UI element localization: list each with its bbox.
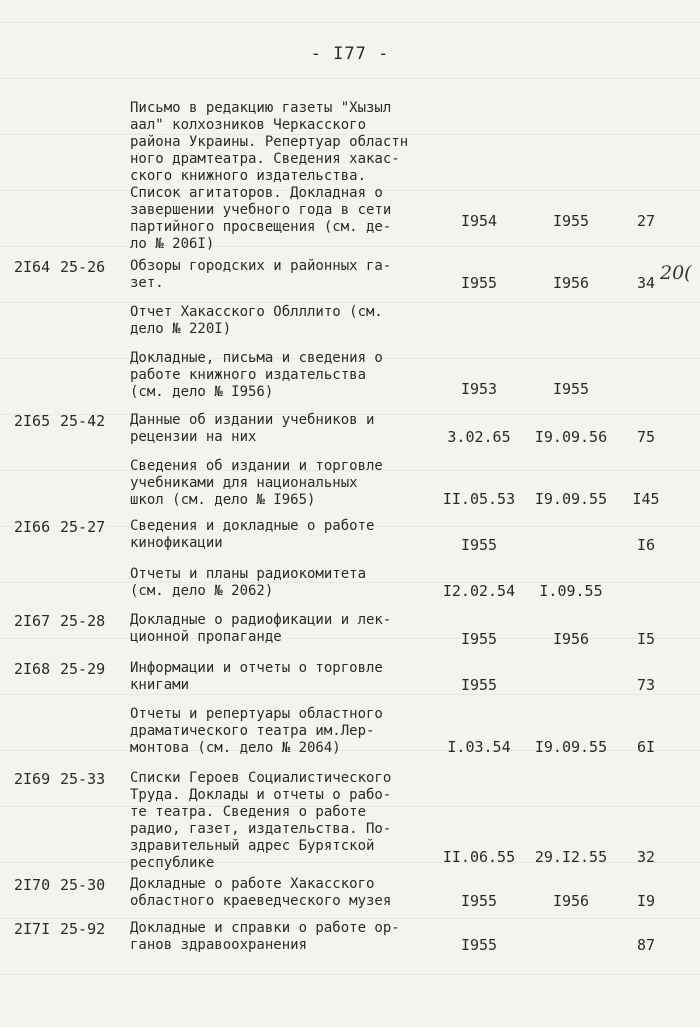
item-description: Докладные о работе Хакасского областного краеведческого музея: [130, 876, 392, 909]
sheet-count: 73: [636, 676, 656, 694]
start-date: 3.02.65: [447, 428, 511, 446]
item-code: 25-30: [60, 876, 106, 894]
item-number: 2I70: [14, 876, 51, 894]
start-date: I955: [460, 274, 498, 292]
sheet-count: 34: [636, 274, 656, 292]
start-date: I.03.54: [447, 738, 511, 756]
item-code: 25-92: [60, 920, 106, 938]
item-description: Сведения об издании и торговле учебниками для национальных школ (см. дело № I965): [130, 458, 383, 508]
item-description: Данные об издании учебников и рецензии на них: [130, 412, 375, 445]
end-date: I9.09.55: [534, 490, 608, 508]
item-code: 25-28: [60, 612, 106, 630]
sheet-count: 27: [636, 212, 656, 230]
handwritten-note: 20(: [660, 262, 692, 284]
item-description: Отчет Хакасского Облллито (см. дело № 220I): [130, 304, 383, 337]
item-code: 25-27: [60, 518, 106, 536]
end-date: I.09.55: [539, 582, 603, 600]
start-date: I955: [460, 936, 498, 954]
sheet-count: 6I: [636, 738, 656, 756]
page-number: - I77 -: [310, 44, 390, 64]
item-code: 25-33: [60, 770, 106, 788]
sheet-count: I6: [636, 536, 656, 554]
item-number: 2I66: [14, 518, 51, 536]
start-date: II.05.53: [442, 490, 516, 508]
sheet-count: I45: [632, 490, 660, 508]
item-description: Списки Героев Социалистического Труда. Доклады и отчеты о рабо- те театра. Сведения о работе радио, газет, издательства. По- здравительный адрес Бурятской республике: [130, 770, 392, 871]
start-date: I955: [460, 676, 498, 694]
start-date: I955: [460, 536, 498, 554]
start-date: I954: [460, 212, 498, 230]
sheet-count: 32: [636, 848, 656, 866]
end-date: I956: [552, 274, 590, 292]
end-date: I9.09.56: [534, 428, 608, 446]
sheet-count: I9: [636, 892, 656, 910]
item-description: Отчеты и планы радиокомитета (см. дело № 2062): [130, 566, 367, 599]
start-date: I2.02.54: [442, 582, 516, 600]
item-description: Письмо в редакцию газеты "Хызыл аал" колхозников Черкасского района Украины. Репертуар областн ного драмтеатра. Сведения хакас- ского книжного издательства. Список агитаторов. Докладная о завершении учебного года в сети партийного просвещения (см. де- ло № 206I): [130, 100, 409, 252]
end-date: I956: [552, 630, 590, 648]
end-date: I955: [552, 380, 590, 398]
item-code: 25-26: [60, 258, 106, 276]
end-date: I956: [552, 892, 590, 910]
start-date: II.06.55: [442, 848, 516, 866]
item-description: Информации и отчеты о торговле книгами: [130, 660, 383, 693]
item-number: 2I67: [14, 612, 51, 630]
item-description: Обзоры городских и районных га- зет.: [130, 258, 392, 291]
start-date: I955: [460, 630, 498, 648]
item-number: 2I7I: [14, 920, 51, 938]
start-date: I953: [460, 380, 498, 398]
item-number: 2I69: [14, 770, 51, 788]
item-description: Сведения и докладные о работе кинофикации: [130, 518, 375, 551]
item-number: 2I64: [14, 258, 51, 276]
item-code: 25-29: [60, 660, 106, 678]
end-date: I9.09.55: [534, 738, 608, 756]
sheet-count: 87: [636, 936, 656, 954]
item-description: Отчеты и репертуары областного драматического театра им.Лер- монтова (см. дело № 2064): [130, 706, 383, 756]
item-number: 2I65: [14, 412, 51, 430]
end-date: I955: [552, 212, 590, 230]
sheet-count: I5: [636, 630, 656, 648]
item-description: Докладные о радиофикации и лек- ционной пропаганде: [130, 612, 392, 645]
sheet-count: 75: [636, 428, 656, 446]
item-description: Докладные и справки о работе ор- ганов здравоохранения: [130, 920, 400, 953]
item-description: Докладные, письма и сведения о работе книжного издательства (см. дело № I956): [130, 350, 383, 400]
item-code: 25-42: [60, 412, 106, 430]
start-date: I955: [460, 892, 498, 910]
item-number: 2I68: [14, 660, 51, 678]
end-date: 29.I2.55: [534, 848, 608, 866]
